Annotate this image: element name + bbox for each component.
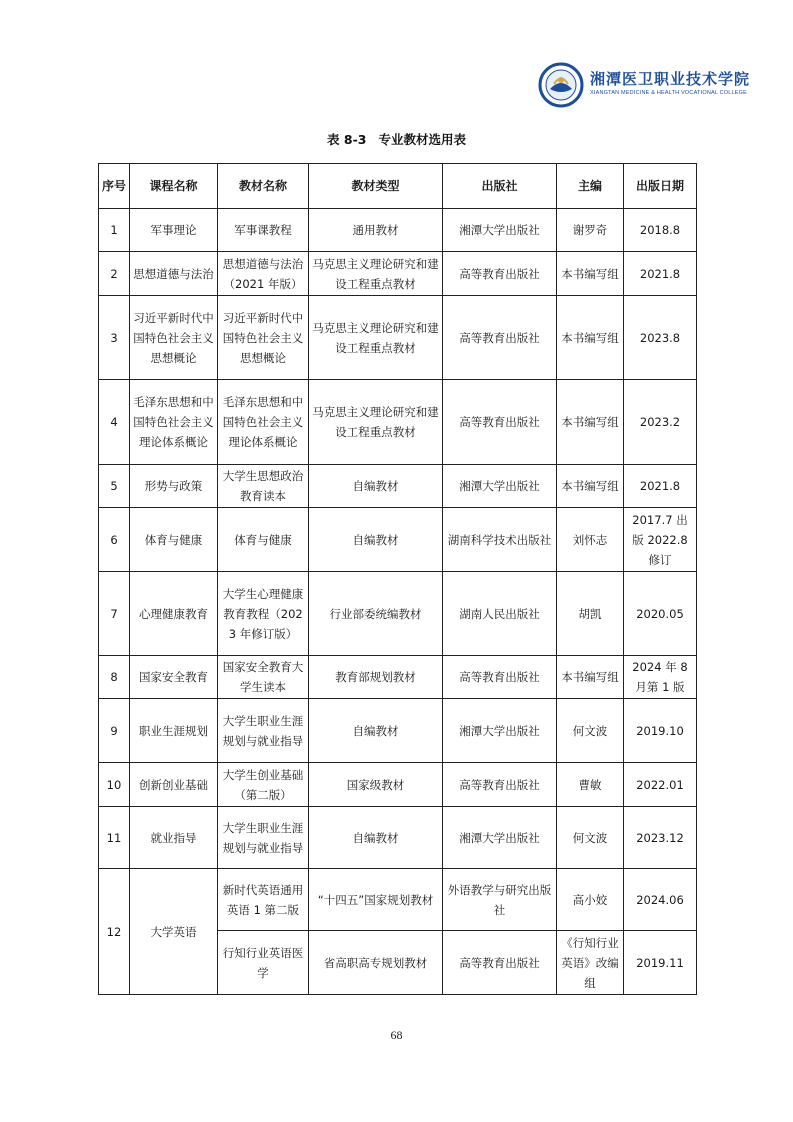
table-row	[99, 763, 697, 807]
cell-editor: 本书编写组	[557, 252, 624, 296]
cell-editor: 刘怀志	[557, 508, 624, 572]
table-row	[99, 465, 697, 508]
cell-editor: 本书编写组	[557, 296, 624, 380]
cell-editor: 何文波	[557, 807, 624, 869]
cell-no: 1	[99, 209, 130, 252]
cell-textbook: 体育与健康	[218, 508, 309, 572]
cell-no: 4	[99, 380, 130, 465]
table-row	[99, 699, 697, 763]
cell-course: 毛泽东思想和中国特色社会主义理论体系概论	[130, 380, 218, 465]
cell-editor: 本书编写组	[557, 465, 624, 508]
cell-no: 6	[99, 508, 130, 572]
cell-textbook: 大学生职业生涯规划与就业指导	[218, 699, 309, 763]
cell-publisher: 高等教育出版社	[443, 252, 557, 296]
cell-no: 5	[99, 465, 130, 508]
cell-editor: 曹敏	[557, 763, 624, 807]
cell-date: 2021.8	[624, 252, 697, 296]
cell-publisher: 湘潭大学出版社	[443, 699, 557, 763]
textbook-table	[98, 163, 697, 995]
table-row	[99, 508, 697, 572]
cell-date: 2022.01	[624, 763, 697, 807]
table-row	[99, 572, 697, 656]
cell-editor: 本书编写组	[557, 656, 624, 699]
cell-textbook: 大学生创业基础（第二版）	[218, 763, 309, 807]
cell-editor: 何文波	[557, 699, 624, 763]
cell-type: 马克思主义理论研究和建设工程重点教材	[309, 296, 443, 380]
header-cell: 出版日期	[624, 164, 697, 209]
cell-date: 2019.11	[624, 931, 697, 995]
cell-type: 行业部委统编教材	[309, 572, 443, 656]
table-caption	[0, 130, 793, 148]
cell-date: 2023.12	[624, 807, 697, 869]
header-cell: 课程名称	[130, 164, 218, 209]
cell-editor: 《行知行业英语》改编组	[557, 931, 624, 995]
cell-type: 省高职高专规划教材	[309, 931, 443, 995]
cell-date: 2018.8	[624, 209, 697, 252]
table-row	[99, 380, 697, 465]
cell-publisher: 湘潭大学出版社	[443, 465, 557, 508]
cell-textbook: 大学生思想政治教育读本	[218, 465, 309, 508]
cell-no: 9	[99, 699, 130, 763]
cell-course: 职业生涯规划	[130, 699, 218, 763]
page-number: 68	[390, 1028, 403, 1042]
cell-textbook: 思想道德与法治（2021 年版）	[218, 252, 309, 296]
cell-publisher: 高等教育出版社	[443, 296, 557, 380]
cell-textbook: 国家安全教育大学生读本	[218, 656, 309, 699]
cell-type: 马克思主义理论研究和建设工程重点教材	[309, 380, 443, 465]
cell-no: 11	[99, 807, 130, 869]
cell-no: 7	[99, 572, 130, 656]
cell-type: 自编教材	[309, 807, 443, 869]
cell-editor: 胡凯	[557, 572, 624, 656]
cell-course: 思想道德与法治	[130, 252, 218, 296]
cell-type: 马克思主义理论研究和建设工程重点教材	[309, 252, 443, 296]
cell-type: 自编教材	[309, 508, 443, 572]
cell-date: 2019.10	[624, 699, 697, 763]
cell-publisher: 湘潭大学出版社	[443, 209, 557, 252]
cell-publisher: 高等教育出版社	[443, 380, 557, 465]
cell-publisher: 高等教育出版社	[443, 763, 557, 807]
table-row	[99, 807, 697, 869]
cell-date: 2020.05	[624, 572, 697, 656]
cell-textbook: 行知行业英语医学	[218, 931, 309, 995]
table-header-row	[99, 164, 697, 209]
college-name-en: XIANGTAN MEDICINE & HEALTH VOCATIONAL COLLEGE	[590, 90, 748, 96]
cell-type: 教育部规划教材	[309, 656, 443, 699]
cell-type: 通用教材	[309, 209, 443, 252]
cell-publisher: 湖南人民出版社	[443, 572, 557, 656]
cell-no: 12	[99, 869, 130, 995]
cell-textbook: 新时代英语通用英语 1 第二版	[218, 869, 309, 931]
header-cell: 教材类型	[309, 164, 443, 209]
cell-type: 自编教材	[309, 465, 443, 508]
cell-course: 形势与政策	[130, 465, 218, 508]
header-cell: 主编	[557, 164, 624, 209]
table-number: 表 8-3	[327, 132, 367, 147]
cell-publisher: 高等教育出版社	[443, 656, 557, 699]
cell-course: 就业指导	[130, 807, 218, 869]
cell-textbook: 毛泽东思想和中国特色社会主义理论体系概论	[218, 380, 309, 465]
cell-publisher: 湘潭大学出版社	[443, 807, 557, 869]
cell-publisher: 外语教学与研究出版社	[443, 869, 557, 931]
cell-course: 心理健康教育	[130, 572, 218, 656]
cell-editor: 谢罗奇	[557, 209, 624, 252]
table-title: 专业教材选用表	[378, 132, 466, 147]
cell-editor: 高小姣	[557, 869, 624, 931]
cell-type: 自编教材	[309, 699, 443, 763]
cell-date: 2021.8	[624, 465, 697, 508]
cell-textbook: 习近平新时代中国特色社会主义思想概论	[218, 296, 309, 380]
header-cell: 教材名称	[218, 164, 309, 209]
cell-no: 10	[99, 763, 130, 807]
cell-editor: 本书编写组	[557, 380, 624, 465]
cell-textbook: 大学生心理健康教育教程（2023 年修订版）	[218, 572, 309, 656]
cell-date: 2024 年 8 月第 1 版	[624, 656, 697, 699]
table-row	[99, 209, 697, 252]
cell-date: 2023.2	[624, 380, 697, 465]
cell-textbook: 军事课教程	[218, 209, 309, 252]
cell-course: 军事理论	[130, 209, 218, 252]
cell-course: 国家安全教育	[130, 656, 218, 699]
cell-course: 大学英语	[130, 869, 218, 995]
cell-course: 体育与健康	[130, 508, 218, 572]
college-logo	[538, 62, 751, 110]
cell-date: 2017.7 出版 2022.8 修订	[624, 508, 697, 572]
table-row	[99, 656, 697, 699]
cell-type: 国家级教材	[309, 763, 443, 807]
cell-date: 2024.06	[624, 869, 697, 931]
cell-course: 创新创业基础	[130, 763, 218, 807]
cell-date: 2023.8	[624, 296, 697, 380]
table-row	[99, 252, 697, 296]
header-cell: 出版社	[443, 164, 557, 209]
table-row	[99, 296, 697, 380]
college-name-cn: 湘潭医卫职业技术学院	[590, 70, 751, 88]
cell-course: 习近平新时代中国特色社会主义思想概论	[130, 296, 218, 380]
cell-type: “十四五”国家规划教材	[309, 869, 443, 931]
cell-publisher: 高等教育出版社	[443, 931, 557, 995]
header-cell: 序号	[99, 164, 130, 209]
cell-publisher: 湖南科学技术出版社	[443, 508, 557, 572]
college-emblem-icon	[538, 62, 584, 108]
cell-textbook: 大学生职业生涯规划与就业指导	[218, 807, 309, 869]
table-row	[99, 869, 697, 931]
cell-no: 3	[99, 296, 130, 380]
cell-no: 2	[99, 252, 130, 296]
cell-no: 8	[99, 656, 130, 699]
